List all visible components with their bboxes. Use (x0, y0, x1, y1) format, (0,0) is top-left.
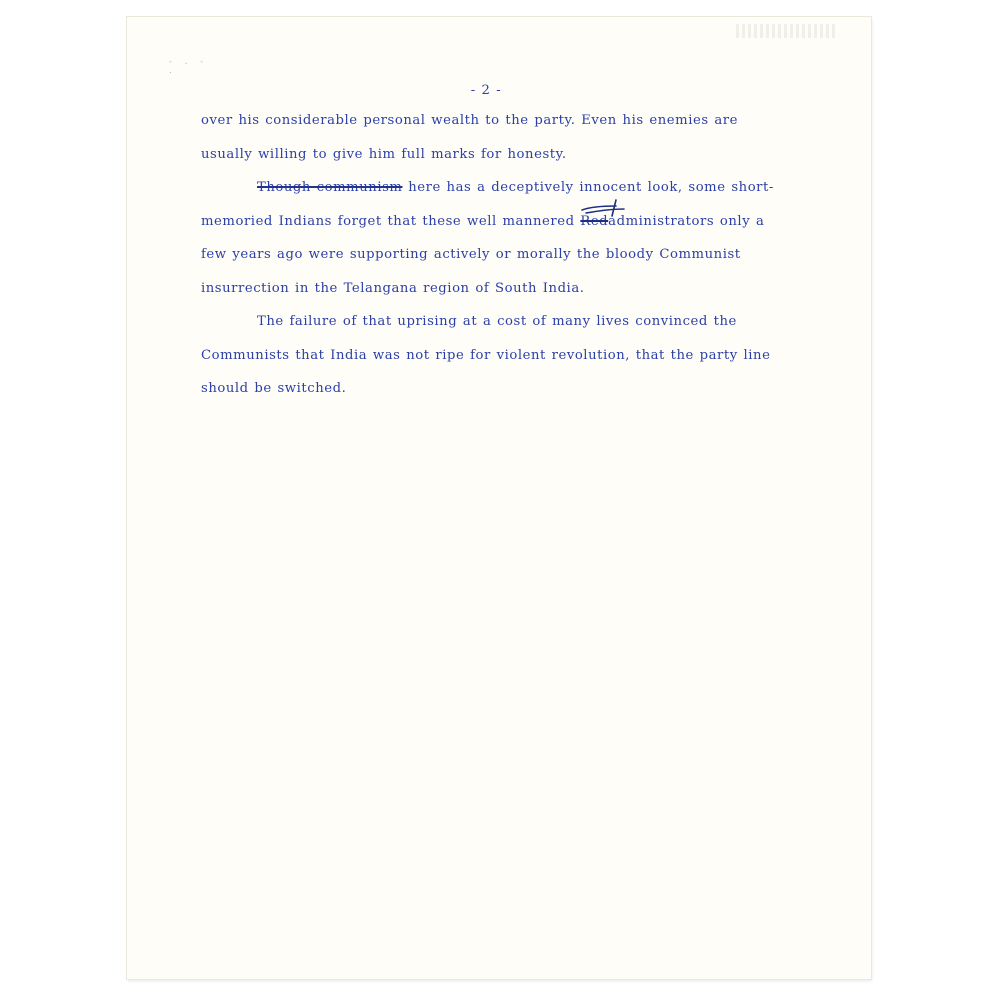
paragraph-3-line-3: should be switched. (201, 381, 347, 396)
struck-word: Red (580, 213, 609, 229)
page-number: - 2 - (470, 83, 502, 98)
typed-text-block (201, 78, 791, 406)
paragraph-3-line-2: Communists that India was not ripe for violent revolution, that the party line (201, 347, 771, 363)
paragraph-2-line-3: few years ago were supporting actively or morally the bloody Communist (201, 247, 741, 262)
margin-smudge: - . - . (168, 57, 208, 75)
paragraph-1-line-2: usually willing to give him full marks for honesty. (201, 146, 567, 162)
paragraph-2-line-1-rest: here has a deceptively innocent look, some short- (402, 180, 774, 195)
struck-phrase: Though communism (257, 180, 403, 195)
paragraph-3-line-1: The failure of that uprising at a cost of many lives convinced the (257, 314, 737, 329)
paragraph-2-line-2-start: memoried Indians forget that these well mannered (201, 213, 581, 229)
paragraph-2-line-2-end: administrators only a (608, 213, 765, 229)
handwritten-correction (580, 205, 608, 239)
show-through-marks (736, 24, 836, 38)
paragraph-1-line-1: over his considerable personal wealth to the party. Even his enemies are (201, 113, 739, 128)
paragraph-2-line-2 (201, 205, 791, 239)
paragraph-2-line-1 (201, 171, 791, 205)
paragraph-2-line-4: insurrection in the Telangana region of South India. (201, 280, 585, 296)
